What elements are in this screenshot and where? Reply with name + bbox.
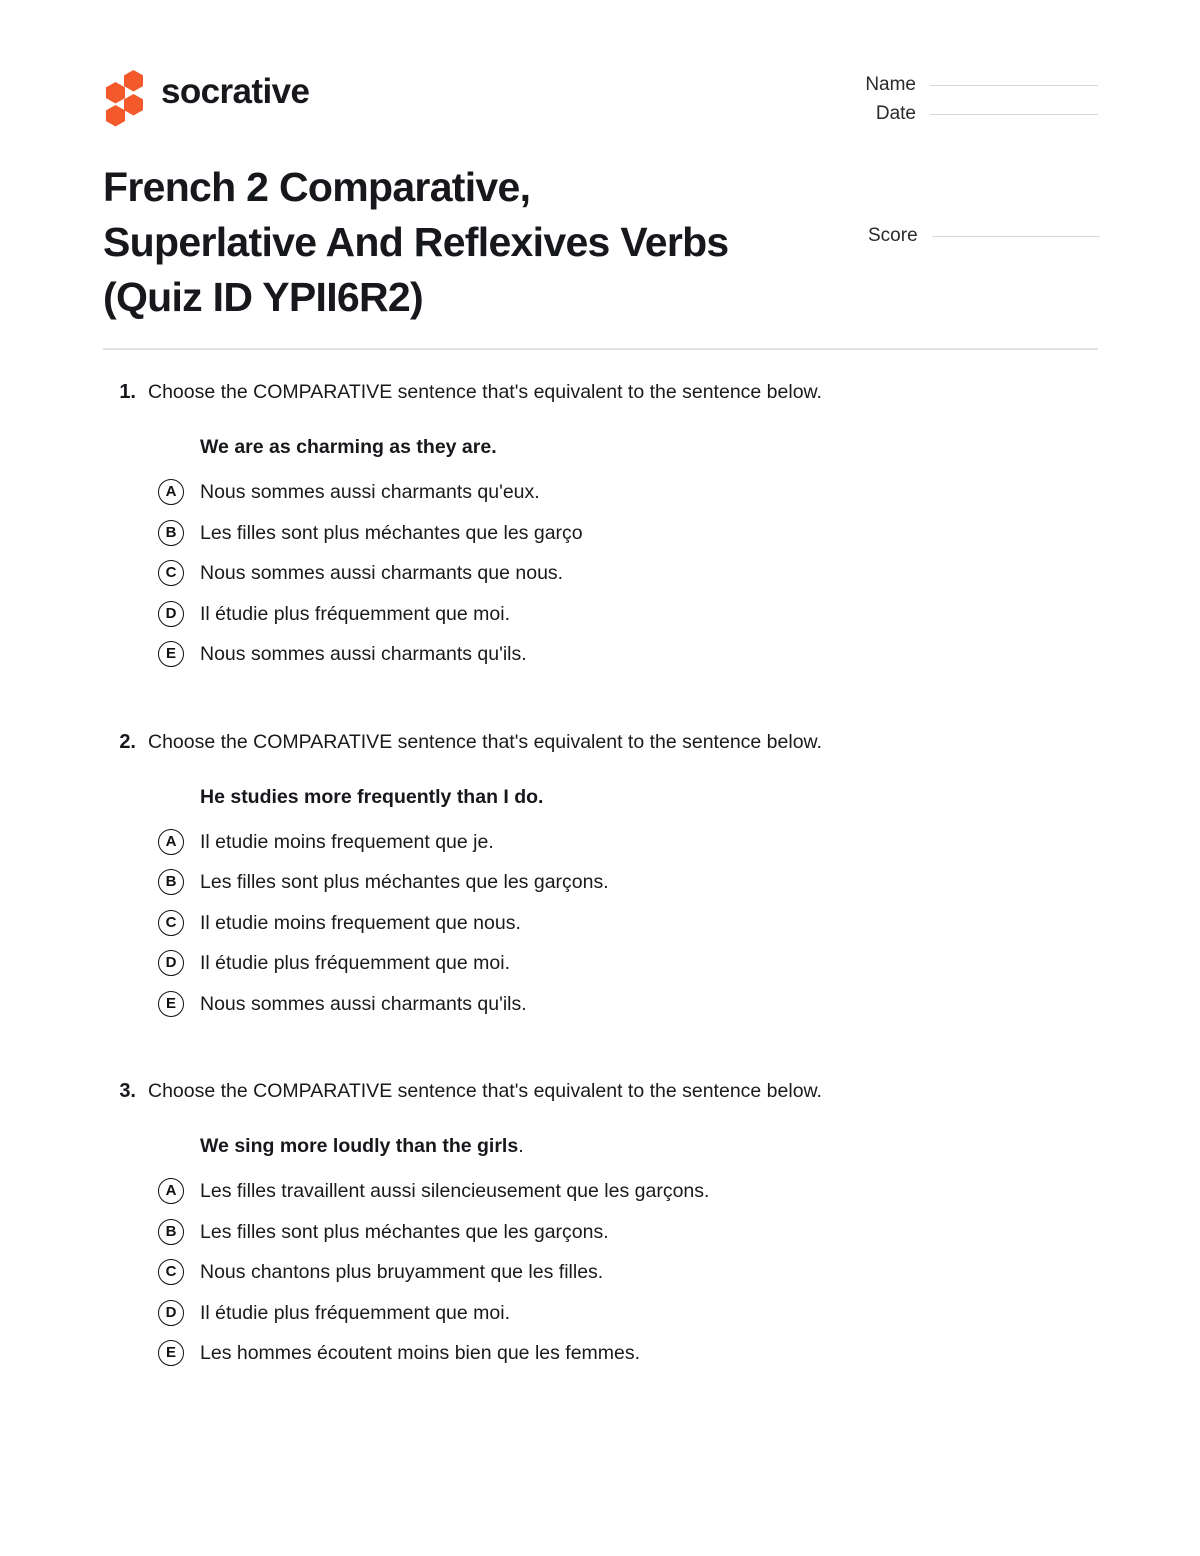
hexagon-icon [124, 70, 143, 92]
socrative-hexagons-logo-icon [103, 70, 145, 116]
name-field-row [838, 74, 1098, 103]
hexagon-icon [124, 94, 143, 116]
answer-option[interactable] [103, 1212, 1098, 1253]
question-stem-text: He studies more frequently than I do. [200, 785, 544, 808]
name-write-in-line[interactable] [930, 84, 1098, 86]
answer-option[interactable] [103, 472, 1098, 513]
quiz-title-line-2: Superlative And Reflexives Verbs [103, 219, 729, 265]
quiz-title-line-1: French 2 Comparative, [103, 164, 531, 210]
student-meta-fields [838, 74, 1098, 132]
answer-option[interactable] [103, 1252, 1098, 1293]
option-text: Nous sommes aussi charmants qu'ils. [200, 643, 527, 666]
answer-option[interactable] [103, 943, 1098, 984]
date-write-in-line[interactable] [930, 113, 1098, 115]
question-header [103, 378, 1098, 406]
hexagon-icon [106, 105, 125, 127]
option-letter-b[interactable]: B [158, 869, 184, 895]
socrative-logo [103, 70, 309, 116]
question-stem [200, 1133, 1098, 1159]
brand-name: socrative [161, 72, 310, 111]
option-letter-d[interactable]: D [158, 950, 184, 976]
answer-options [103, 822, 1098, 1025]
option-letter-e[interactable]: E [158, 1340, 184, 1366]
option-text: Nous sommes aussi charmants qu'ils. [200, 992, 527, 1015]
question-stem-text: We are as charming as they are. [200, 436, 497, 458]
question-stem [200, 784, 1098, 810]
score-label: Score [868, 225, 918, 246]
answer-option[interactable] [103, 594, 1098, 635]
question-number: 3. [119, 1080, 136, 1102]
question-number: 1. [119, 381, 136, 403]
option-letter-b[interactable]: B [158, 520, 184, 546]
page-title [103, 160, 843, 325]
question-item [103, 728, 1098, 1025]
question-header [103, 1077, 1098, 1105]
option-letter-e[interactable]: E [158, 641, 184, 667]
answer-option[interactable] [103, 903, 1098, 944]
option-letter-a[interactable]: A [158, 1178, 184, 1204]
date-label: Date [875, 103, 916, 124]
option-text: Nous sommes aussi charmants qu'eux. [200, 481, 540, 504]
score-field-row [868, 225, 1100, 247]
question-stem-text: We sing more loudly than the girls [200, 1135, 519, 1157]
option-letter-d[interactable]: D [158, 601, 184, 627]
option-letter-c[interactable]: C [158, 560, 184, 586]
option-text: Il etudie moins frequement que nous. [200, 911, 521, 934]
score-write-in-line[interactable] [932, 235, 1100, 237]
option-letter-b[interactable]: B [158, 1219, 184, 1245]
option-text: Il étudie plus fréquemment que moi. [200, 602, 511, 625]
option-text: Les filles travaillent aussi silencieusement que les garçons. [200, 1180, 710, 1203]
header-divider [103, 348, 1098, 350]
question-number: 2. [119, 730, 136, 753]
option-text: Nous sommes aussi charmants que nous. [200, 562, 564, 585]
option-text: Il etudie moins frequement que je. [200, 830, 494, 853]
option-text: Les filles sont plus méchantes que les garçons. [200, 871, 609, 894]
option-text: Nous chantons plus bruyamment que les filles. [200, 1261, 604, 1284]
hexagon-icon [106, 82, 125, 104]
question-list [103, 378, 1098, 1427]
option-letter-e[interactable]: E [158, 991, 184, 1017]
answer-option[interactable] [103, 1333, 1098, 1374]
option-text: Les hommes écoutent moins bien que les femmes. [200, 1342, 641, 1365]
answer-options [103, 472, 1098, 675]
option-letter-c[interactable]: C [158, 910, 184, 936]
quiz-title [103, 160, 843, 325]
name-label: Name [865, 74, 916, 95]
question-item [103, 1077, 1098, 1374]
answer-option[interactable] [103, 822, 1098, 863]
page-header [103, 62, 1098, 142]
option-letter-d[interactable]: D [158, 1300, 184, 1326]
answer-option[interactable] [103, 862, 1098, 903]
answer-option[interactable] [103, 1171, 1098, 1212]
question-prompt: Choose the COMPARATIVE sentence that's equivalent to the sentence below. [148, 730, 822, 753]
question-prompt: Choose the COMPARATIVE sentence that's equivalent to the sentence below. [148, 381, 822, 403]
option-letter-c[interactable]: C [158, 1259, 184, 1285]
question-stem-trailing: . [518, 1135, 524, 1157]
answer-option[interactable] [103, 553, 1098, 594]
quiz-title-line-3: (Quiz ID YPII6R2) [103, 274, 423, 320]
option-letter-a[interactable]: A [158, 829, 184, 855]
answer-option[interactable] [103, 1293, 1098, 1334]
answer-option[interactable] [103, 984, 1098, 1025]
option-text: Il étudie plus fréquemment que moi. [200, 1301, 511, 1324]
date-field-row [838, 103, 1098, 132]
question-stem [200, 434, 1098, 460]
answer-option[interactable] [103, 634, 1098, 675]
option-letter-a[interactable]: A [158, 479, 184, 505]
option-text: Les filles sont plus méchantes que les garço [200, 521, 583, 544]
question-item [103, 378, 1098, 675]
question-header [103, 728, 1098, 756]
option-text: Il étudie plus fréquemment que moi. [200, 952, 511, 975]
question-prompt: Choose the COMPARATIVE sentence that's equivalent to the sentence below. [148, 1080, 822, 1102]
answer-options [103, 1171, 1098, 1374]
option-text: Les filles sont plus méchantes que les garçons. [200, 1220, 609, 1243]
answer-option[interactable] [103, 513, 1098, 554]
